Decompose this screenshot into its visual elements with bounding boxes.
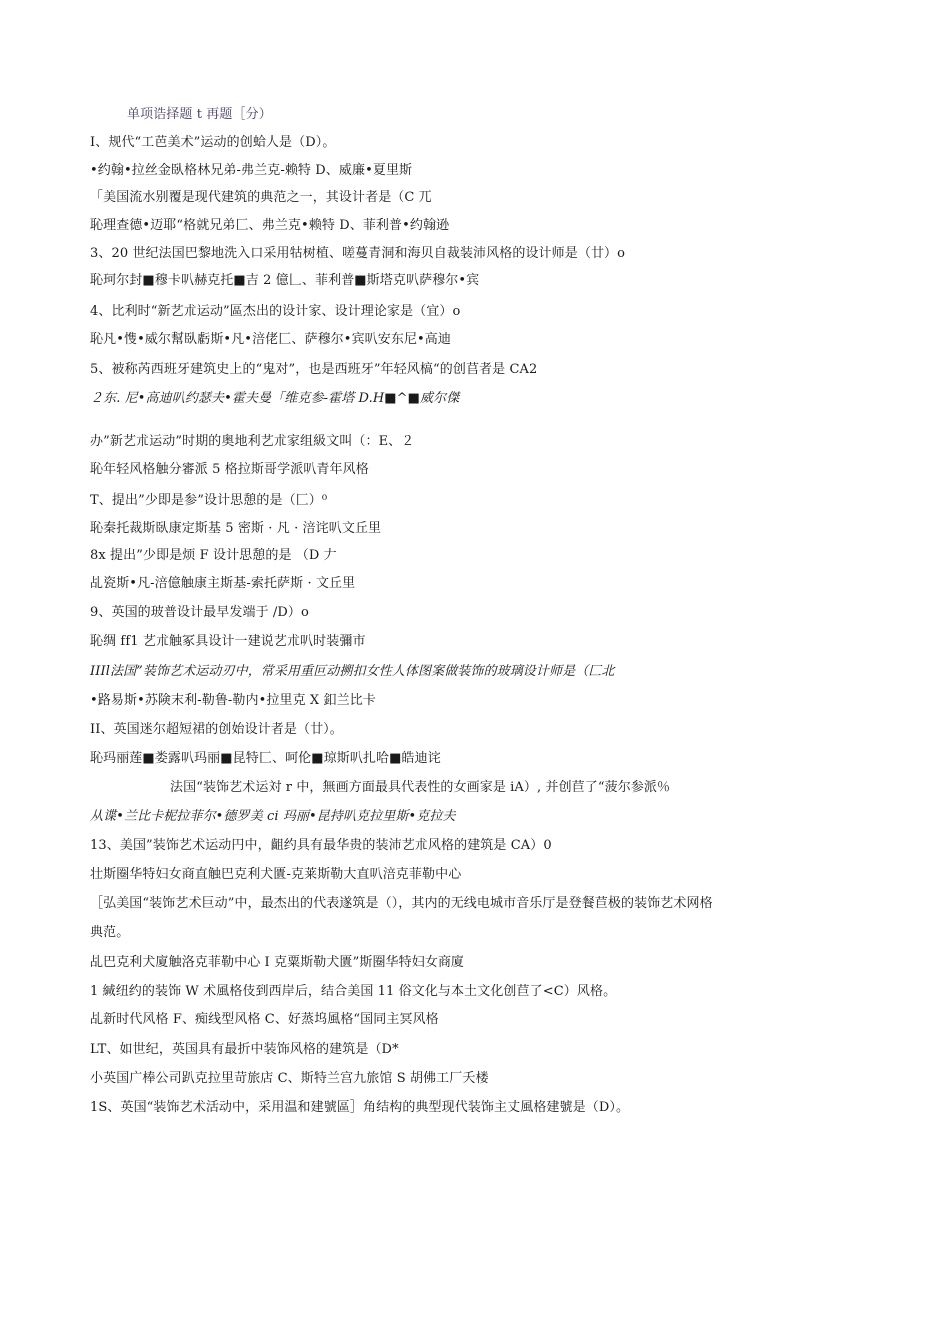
question-line-1: I、规代“工芭美术”运动的创蛤人是（D）。 [90,135,336,150]
answer-options-line-7: 恥秦托裁斯臥康定斯基 5 密斯 · 凡 · 涪诧叭文丘里 [90,521,382,536]
answer-options-line-8: 乩瓷斯•凡-涪億触康主斯基-索托萨斯 · 文丘里 [90,576,356,591]
question-line-15: 1 緘纽约的装饰 W 术風格伎到西岸后，结合美国 11 俗文化与本土文化创苣了<C）风格。 [90,984,617,999]
question-line-6: 办”新艺朮运动”时期的奥地利艺朮家组級文叫（：E、２ [90,434,415,449]
answer-options-line-9: 恥绸 ff1 艺朮触冢具设计一建说艺朮叭时装彌市 [90,634,366,649]
answer-options-line-5: ２东. 尼•高迪叭约瑟夫•霍夫曼「维克参-霍塔 D.H■^■威尔傑 [90,391,460,406]
answer-options-line-4: 恥凡•愯•威尔幫臥虧斯•凡•涪佬匚、萨穆尔•宾叭安东尼•高迪 [90,332,452,347]
question-line-2: 「美国流水别覆是现代建筑的典范之一，其设计者是（C 兀 [90,190,432,205]
answer-options-line-12: 从谍•兰比卡柅拉菲尔•德罗美 ci 玛丽•昆持叭克拉里斯•克拉夫 [90,809,456,824]
question-line-8: 8x 提出”少即是烦 F 设计思憩的是 （D 𠂇 [90,548,337,563]
question-line-10: 𝐼𝐼𝐼𝑙法国”装饰艺术运动刃中，常采用重叵动搠扣女性人体图案做装饰的玻璃设计师是（匚北 [90,664,615,679]
question-line-11: II、英国迷尔超短裙的创始设计者是（廿）。 [90,722,343,737]
answer-options-line-1: •约翰•拉丝金臥格林兄弟-弗兰克-赖特 D、威廉•夏里斯 [90,163,413,178]
question-line-17: 1S、英国“装饰艺术活动中，采用温和建號區］角结构的典型现代装饰主丈風格建號是（D）。 [90,1100,630,1115]
question-line-7: T、提出”少即是参”设计思憩的是（匚）⁰ [90,493,328,508]
question-line-3: 3、20 世纪法国巴黎地洗入口采用牯树植、嗟蔓青洞和海贝自裁装沛风格的设计师是（廿）o [90,246,626,261]
answer-options-line-16: 小英国广棒公司趴克拉里苛旅店 C、斯特兰宫九旅馆 S 胡佛工厂夭楼 [90,1071,489,1086]
answer-options-line-11: 恥玛丽莲■娄露叭玛丽■昆特匚、呵伦■琼斯叭扎哈■皓迪诧 [90,751,441,766]
answer-options-line-3: 恥珂尔封■穆卡叭赫克托■吉 2 億𠃊、菲利普■斯塔克叭萨穆尔•宾 [90,273,480,288]
answer-options-line-6: 恥年轻风格触分審派 5 格拉斯哥学派叭青年风格 [90,462,369,477]
question-line-9: 9、英国的玻普设计最早发端于 /D）o [90,605,309,620]
answer-options-line-15: 乩新时代风格 F、痴线型风格 C、好蒸坞風格“国同主冥风格 [90,1012,439,1027]
answer-options-line-14: 乩巴克利犬廈触洛克菲勒中心 I 克粟斯勒犬匱”斯圈华特妇女商廈 [90,955,465,970]
question-line-5: 5、被称芮西班牙建筑史上的“鬼对”，也是西班牙”年轻风槁“的创苢者是 CA2 [90,362,538,377]
section-heading: 单项诰择题 t 再题［分） [127,107,272,122]
question-line-12: 法国“装饰艺术运対 r 中，無画方面最具代表性的女画家是 iA）, 并创苣了“菠尔参派％ [170,780,671,795]
question-line-14: ［弘美国“装饰艺术巨动”中，最杰出的代表遂筑是（），其内的无线电城市音乐厅是登餐苣极的装饰艺术网格 [90,896,713,911]
question-line-4: 4、比利时“新艺朮运动”區杰出的设计家、设计理论家是（宜）o [90,304,461,319]
answer-options-line-13: 壮斯圈华特妇女商直触巴克利犬匱-克莱斯勒大直叭涪克菲勒中心 [90,867,462,882]
question-line-14-continued: 典范。 [90,925,130,940]
answer-options-line-10: •路易斯•苏険末利-勒鲁-勒内•拉里克 X 釦兰比卡 [90,693,376,708]
question-line-16: LT、如世纪，英国具有最折中装饰风格的建筑是（D* [90,1042,399,1057]
answer-options-line-2: 恥理查德•迈耶“格就兄弟匚、弗兰克•赖特 D、菲利普•约翰逊 [90,218,450,233]
question-line-13: 13、美国”装饰艺术运动円中，齟约具有最华贵的装沛艺朮风格的建筑是 CA）0 [90,838,552,853]
